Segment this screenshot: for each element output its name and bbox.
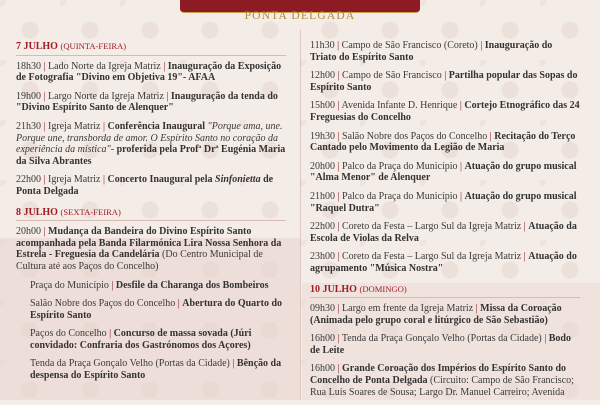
event-title: Atuação da Escola de Violas da Relva bbox=[310, 221, 577, 244]
event-time: 19h30 bbox=[310, 130, 335, 142]
event-title: Bênção da despensa do Espírito Santo bbox=[30, 358, 282, 382]
event-item: 22h00 | Igreja Matriz | Concerto Inaugural pela Sinfonietta de Ponta Delgada bbox=[16, 174, 274, 197]
event-time: 21h00 bbox=[310, 190, 335, 202]
event-title: Abertura do Quarto do Espírito Santo bbox=[30, 298, 283, 321]
event-time: 21h30 bbox=[16, 120, 41, 132]
event-time: 23h00 bbox=[310, 251, 335, 263]
event-title: Conferência Inaugural bbox=[107, 120, 206, 132]
event-place: Lado Norte da Igreja Matriz bbox=[48, 60, 161, 72]
event-title: Inauguração do Triato do Espírito Santo bbox=[310, 40, 553, 63]
event-time: 22h00 bbox=[310, 221, 335, 233]
event-title: Concurso de massa sovada (Júri convidado: Confraria dos Gastrónomos dos Açores) bbox=[30, 328, 252, 351]
event-place: Palco da Praça do Município bbox=[342, 160, 458, 172]
event-time: 11h30 bbox=[310, 40, 335, 51]
event-time: 19h00 bbox=[16, 90, 41, 102]
day-title: 10 JULHO bbox=[310, 283, 357, 295]
event-place: Tenda da Praça Gonçalo Velho (Portas da Cidade) bbox=[30, 358, 230, 370]
day-weekday: (QUINTA-FEIRA) bbox=[60, 41, 127, 51]
event-time: 09h30 bbox=[310, 303, 335, 315]
event-item: 11h30 | Campo de São Francisco (Coreto) | Inauguração do Triato do Espírito Santo bbox=[310, 40, 553, 63]
event-item: Salão Nobre dos Paços do Concelho | Abertura do Quarto do Espírito Santo bbox=[30, 298, 283, 321]
event-title: Desfile da Charanga dos Bombeiros bbox=[115, 279, 269, 291]
event-place: Coreto da Festa – Largo Sul da Igreja Matriz bbox=[342, 221, 522, 233]
event-item: 09h30 | Largo em frente da Igreja Matriz | Missa da Coroação (Animada pelo grupo coral e litúrgico de São Sebastião) bbox=[310, 303, 562, 326]
day-heading-7-julho bbox=[16, 41, 286, 56]
event-ensemble: Sinfonietta bbox=[215, 174, 261, 186]
event-place: Largo Norte da Igreja Matriz bbox=[48, 90, 164, 102]
event-item: 19h00 | Largo Norte da Igreja Matriz | Inauguração da tenda do "Divino Espírito Santo de Alenquer" bbox=[16, 90, 278, 114]
event-time: 20h00 bbox=[310, 160, 335, 172]
column-divider bbox=[300, 30, 301, 400]
event-title: Cortejo Etnográfico das 24 Freguesias do Concelho bbox=[310, 100, 580, 123]
event-time: 22h00 bbox=[16, 174, 41, 186]
event-quote: "Porque ama, une. Porque une, transborda de amor. O Espírito Santo no coração da experiência da mística"- bbox=[16, 120, 283, 156]
event-note: (Circuito: Campo de São Francisco; Rua Luís Soares de Sousa; Largo Dr. Manuel Carreiro; Avenida bbox=[310, 375, 574, 398]
event-title: Inauguração da Exposição de Fotografia "Divino em Objetiva 19"- AFAA bbox=[16, 60, 282, 84]
left-column bbox=[16, 40, 286, 389]
event-time: 18h30 bbox=[16, 60, 41, 72]
day-heading-10-julho bbox=[310, 284, 580, 299]
event-place: Salão Nobre dos Paços do Concelho bbox=[342, 130, 488, 142]
event-place: Igreja Matriz bbox=[48, 120, 101, 132]
event-item: Praça do Município | Desfile da Charanga dos Bombeiros bbox=[30, 279, 269, 291]
event-item: 16h00 | Grande Coroação dos Impérios do Espírito Santo do Concelho de Ponta Delgada (Circuito: Campo de São Francisco; Rua Luís Soares de Sousa; Largo Dr. Manuel Carreiro; Avenida bbox=[310, 363, 574, 398]
right-column bbox=[310, 40, 580, 405]
event-place: Salão Nobre dos Paços do Concelho bbox=[30, 298, 176, 310]
event-item: Tenda da Praça Gonçalo Velho (Portas da Cidade) | Bênção da despensa do Espírito Santo bbox=[30, 358, 282, 382]
day-weekday: (DOMINGO) bbox=[359, 283, 407, 294]
event-title: Atuação do agrupamento "Música Nostra" bbox=[310, 251, 577, 274]
event-item: 21h30 | Igreja Matriz | Conferência Inaugural "Porque ama, une. Porque une, transborda de amor. O Espírito Santo no coração da experiência da mística"- proferida pela Profª Drª Eugénia Maria da Silva Abrantes bbox=[16, 120, 286, 167]
event-time: 20h00 bbox=[16, 226, 41, 238]
event-place: Coreto da Festa – Largo Sul da Igreja Matriz bbox=[342, 251, 522, 263]
event-title: Grande Coroação dos Impérios do Espírito Santo do Concelho de Ponta Delgada bbox=[310, 363, 567, 387]
event-time: 16h00 bbox=[310, 333, 335, 345]
event-place: Igreja Matriz bbox=[48, 174, 101, 186]
day-title: 8 JULHO bbox=[16, 206, 58, 218]
event-place: Tenda da Praça Gonçalo Velho (Portas da Cidade) bbox=[341, 333, 542, 345]
event-place: Palco da Praça do Município bbox=[342, 190, 458, 202]
event-item: 23h00 | Coreto da Festa – Largo Sul da Igreja Matriz | Atuação do agrupamento "Música Nostra" bbox=[310, 251, 577, 274]
event-place: Paços do Concelho bbox=[30, 328, 107, 340]
event-place: Campo de São Francisco bbox=[342, 70, 442, 82]
event-item: 19h30 | Salão Nobre dos Paços do Concelho | Recitação do Terço Cantado pelo Movimento da Legião de Maria bbox=[310, 130, 576, 154]
event-title: Inauguração da tenda do "Divino Espírito Santo de Alenquer" bbox=[16, 90, 278, 114]
event-item: 22h00 | Coreto da Festa – Largo Sul da Igreja Matriz | Atuação da Escola de Violas da Relva bbox=[310, 221, 577, 244]
event-title: Bodo de Leite bbox=[310, 333, 571, 356]
event-place: Avenida Infante D. Henrique bbox=[341, 100, 458, 112]
day-heading-8-julho bbox=[16, 207, 286, 222]
event-title: Mudança da Bandeira do Divino Espírito Santo acompanhada pela Banda Filarmónica Lira Nossa Senhora da Estrela - Freguesia da Candelária bbox=[16, 226, 282, 261]
event-title: Partilha popular das Sopas do Espírito Santo bbox=[310, 70, 578, 93]
event-place: Praça do Município bbox=[30, 279, 109, 291]
event-item: 15h00 | Avenida Infante D. Henrique | Cortejo Etnográfico das 24 Freguesias do Concelho bbox=[310, 100, 580, 123]
event-speaker: proferida pela Profª Drª Eugénia Maria da Silva Abrantes bbox=[16, 144, 286, 167]
event-title: Missa da Coroação (Animada pelo grupo coral e litúrgico de São Sebastião) bbox=[310, 303, 562, 326]
event-title: Recitação do Terço Cantado pelo Movimento da Legião de Maria bbox=[310, 130, 576, 154]
event-title: Atuação do grupo musical "Alma Menor" de Alenquer bbox=[310, 160, 577, 184]
day-weekday: (SEXTA-FEIRA) bbox=[60, 206, 121, 217]
event-time: 16h00 bbox=[310, 363, 335, 375]
event-item: 16h00 | Tenda da Praça Gonçalo Velho (Portas da Cidade) | Bodo de Leite bbox=[310, 333, 571, 356]
event-title: Concerto Inaugural pela bbox=[107, 174, 213, 186]
event-note: (Do Centro Municipal de Cultura até aos Paços do Concelho) bbox=[16, 249, 263, 272]
event-time: 12h00 bbox=[310, 70, 335, 82]
event-title: Atuação do grupo musical "Raquel Dutra" bbox=[310, 190, 577, 214]
event-item: Paços do Concelho | Concurso de massa sovada (Júri convidado: Confraria dos Gastrónomos dos Açores) bbox=[30, 328, 252, 351]
event-item: 20h00 | Mudança da Bandeira do Divino Espírito Santo acompanhada pela Banda Filarmónica Lira Nossa Senhora da Estrela - Freguesia da Candelária (Do Centro Municipal de Cultura até aos Paços do Concelho) bbox=[16, 226, 282, 272]
event-place: Campo de São Francisco (Coreto) bbox=[341, 40, 478, 51]
event-item: 21h00 | Palco da Praça do Município | Atuação do grupo musical "Raquel Dutra" bbox=[310, 190, 577, 214]
event-item: 18h30 | Lado Norte da Igreja Matriz | Inauguração da Exposição de Fotografia "Divino em Objetiva 19"- AFAA bbox=[16, 60, 282, 84]
city-title: PONTA DELGADA bbox=[244, 10, 356, 22]
event-title-tail: de Ponta Delgada bbox=[16, 174, 274, 197]
event-item: 12h00 | Campo de São Francisco | Partilha popular das Sopas do Espírito Santo bbox=[310, 70, 578, 93]
event-item: 20h00 | Palco da Praça do Município | Atuação do grupo musical "Alma Menor" de Alenquer bbox=[310, 160, 577, 184]
day-title: 7 JULHO bbox=[16, 41, 58, 52]
event-time: 15h00 bbox=[310, 100, 335, 112]
event-place: Largo em frente da Igreja Matriz bbox=[342, 303, 474, 315]
